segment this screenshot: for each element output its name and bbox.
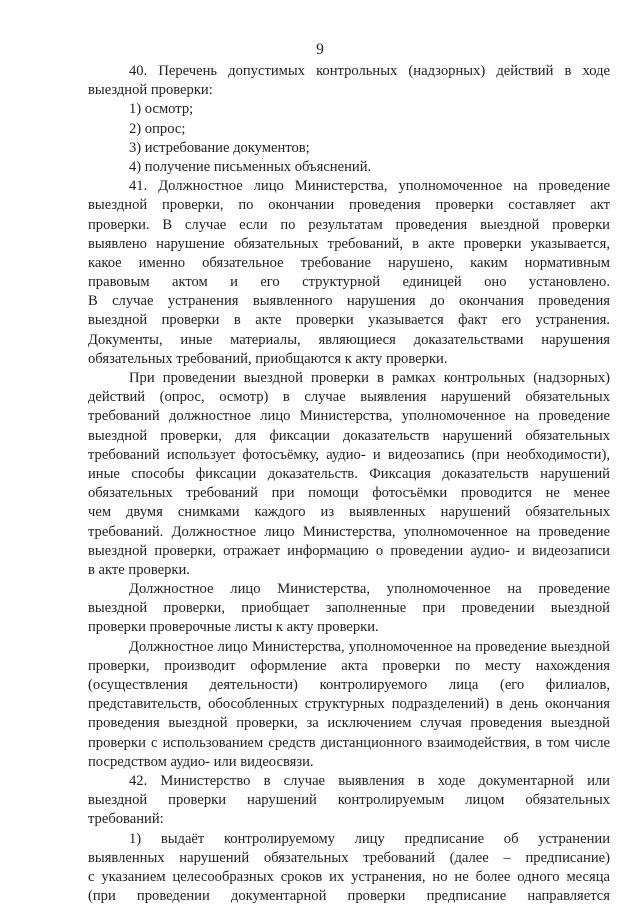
text-line: выездной проверки, для фиксации доказательств нарушений обязательных: [88, 427, 610, 444]
text-line: требований должностное лицо Министерства, уполномоченное на проведение: [88, 408, 610, 425]
text-line: проверки. В случае если по результатам проведения выездной проверки: [88, 216, 610, 233]
text-line: выявлено нарушение обязательных требований, в акте проверки указывается,: [88, 235, 610, 252]
text-line: (осуществления деятельности) контролируемого лица (его филиалов,: [88, 677, 610, 693]
text-line: 2) опрос;: [129, 120, 186, 137]
text-line: 42. Министерство в случае выявления в ходе документарной или: [129, 772, 610, 789]
text-line: выездной проверки, отражает информацию о проведении аудио- и видеозаписи: [88, 542, 610, 559]
text-line: 41. Должностное лицо Министерства, уполномоченное на проведение: [129, 178, 610, 195]
text-line: выездной проверки:: [88, 82, 213, 99]
document-body: [88, 62, 610, 906]
text-line: 40. Перечень допустимых контрольных (надзорных) действий в ходе: [129, 63, 610, 79]
text-line: посредством аудио- или видеосвязи.: [88, 753, 314, 770]
text-line: требований. Должностное лицо Министерства, уполномоченное на проведение: [88, 523, 610, 540]
text-line: иные способы фиксации доказательств. Фиксация доказательств нарушений: [88, 465, 610, 482]
text-line: проверки, производит оформление акта проверки по месту нахождения: [88, 657, 610, 674]
text-line: выездной проверки, по окончании проведения проверки составляет акт: [88, 197, 610, 214]
text-line: 1) осмотр;: [129, 101, 194, 118]
page-number: 9: [316, 41, 324, 58]
text-line: действий (опрос, осмотр) в случае выявления нарушений обязательных: [88, 389, 610, 406]
text-line: проверки проверочные листы к акту проверки.: [88, 619, 379, 636]
text-line: выездной проверки в акте проверки указывается факт его устранения.: [88, 312, 610, 329]
text-line: какое именно обязательное требование нарушено, каким нормативным: [88, 254, 610, 271]
text-line: 4) получение письменных объяснений.: [129, 158, 372, 175]
text-line: 1) выдаёт контролируемому лицу предписание об устранении: [129, 830, 610, 847]
text-line: требований использует фотосъёмку, аудио- и видеозапись (при необходимости),: [88, 446, 610, 463]
text-line: проверки с использованием средств дистанционного взаимодействия, в том числе: [88, 734, 610, 751]
text-line: Документы, иные материалы, являющиеся доказательствами нарушения: [88, 331, 610, 348]
text-line: представительств, обособленных структурных подразделений) в день окончания: [88, 696, 610, 713]
text-line: При проведении выездной проверки в рамках контрольных (надзорных): [129, 370, 610, 386]
text-line: правовым актом и его структурной единицей оно установлено.: [88, 274, 610, 291]
text-line: выявленных нарушений обязательных требований (далее – предписание): [88, 849, 610, 866]
text-line: обязательных требований, приобщаются к акту проверки.: [88, 350, 448, 367]
text-line: с указанием целесообразных сроков их устранения, но не более одного месяца: [88, 868, 610, 885]
text-line: Должностное лицо Министерства, уполномоченное на проведение: [129, 581, 610, 598]
text-line: требований:: [88, 811, 164, 828]
text-line: в акте проверки.: [88, 561, 190, 578]
text-line: 3) истребование документов;: [129, 139, 310, 156]
text-line: проведения выездной проверки, за исключением случая проведения выездной: [88, 715, 610, 732]
text-line: (при проведении документарной проверки предписание направляется: [88, 888, 610, 905]
text-line: чем двумя снимками каждого из выявленных нарушений обязательных: [88, 504, 610, 521]
text-line: В случае устранения выявленного нарушения до окончания проведения: [88, 293, 610, 310]
text-line: выездной проверки, приобщает заполненные при проведении выездной: [88, 600, 610, 617]
text-line: выездной проверки нарушений контролируемым лицом обязательных: [88, 792, 610, 809]
text-line: Должностное лицо Министерства, уполномоченное на проведение выездной: [129, 638, 610, 655]
text-line: обязательных требований при помощи фотосъёмки проводится не менее: [88, 485, 610, 502]
